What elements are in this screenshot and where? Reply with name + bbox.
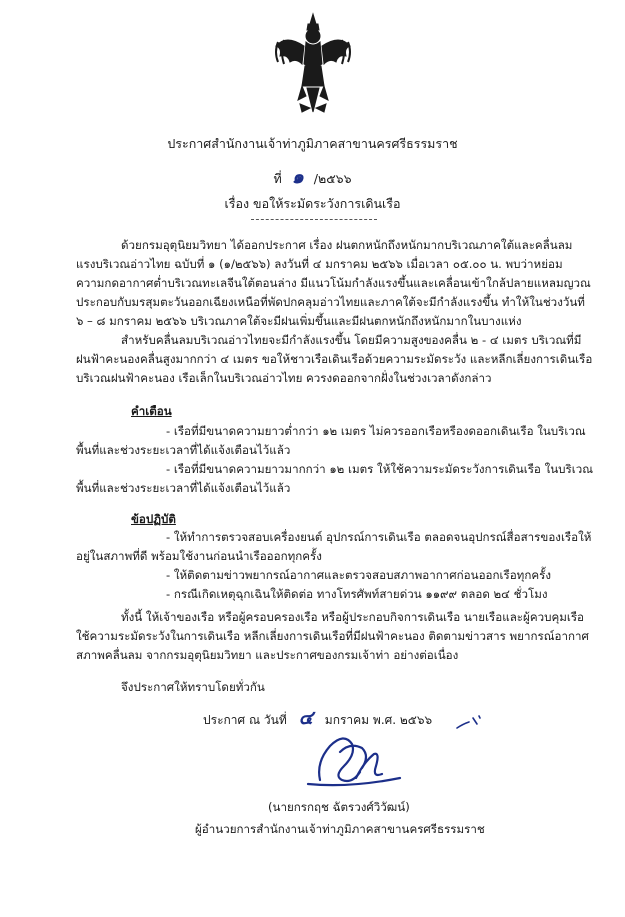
subject: เรื่อง ขอให้ระมัดระวังการเดินเรือ <box>224 196 401 211</box>
para2-line3: บริเวณฝนฟ้าคะนอง เรือเล็กในบริเวณอ่าวไทย ควรงดออกจากฝั่งในช่วงเวลาดังกล่าว <box>76 371 492 385</box>
para3-line3: สภาพคลื่นลม จากกรมอุตุนิยมวิทยา และประกาศของกรมเจ้าท่า อย่างต่อเนื่อง <box>76 648 459 662</box>
para1-line2: แรงบริเวณอ่าวไทย ฉบับที่ ๑ (๑/๒๕๖๖) ลงวันที่ ๔ มกราคม ๒๕๖๖ เมื่อเวลา ๐๕.๐๐ น. พบว่าหย่อม <box>76 257 563 271</box>
para1-line3: ความกดอากาศต่ำบริเวณทะเลจีนใต้ตอนล่าง มีแนวโน้มกำลังแรงขึ้นและเคลื่อนเข้าใกล้ปลายแหลมญวณ <box>76 276 591 290</box>
practice-heading: ข้อปฏิบัติ <box>131 512 176 526</box>
para3-line2: ใช้ความระมัดระวังในการเดินเรือ หลีกเลี่ยงการเดินเรือที่มีฝนฟ้าคะนอง ติดตามข่าวสาร พยากรณ์อากาศ <box>76 629 589 643</box>
warning-heading: คำเตือน <box>131 404 172 418</box>
number-handwritten: ๑ <box>291 166 304 188</box>
practice1-line1: - ให้ทำการตรวจสอบเครื่องยนต์ อุปกรณ์การเดินเรือ ตลอดจนอุปกรณ์สื่อสารของเรือให้ <box>166 530 592 544</box>
number-suffix: /๒๕๖๖ <box>313 171 352 186</box>
warning2-line1: - เรือที่มีขนาดความยาวมากกว่า ๑๒ เมตร ให้ใช้ความระมัดระวังการเดินเรือ ในบริเวณ <box>166 462 593 476</box>
number-prefix: ที่ <box>273 171 282 186</box>
warning1-line1: - เรือที่มีขนาดความยาวต่ำกว่า ๑๒ เมตร ไม่ควรออกเรือหรืองดออกเดินเรือ ในบริเวณ <box>166 424 586 438</box>
para1-line4: ประกอบกับมรสุมตะวันออกเฉียงเหนือที่พัดปกคลุมอ่าวไทยและภาคใต้จะมีกำลังแรงขึ้น ทำให้ในช่วงวันที่ <box>76 295 585 309</box>
para2-line2: ฝนฟ้าคะนองคลื่นสูงมากกว่า ๔ เมตร ขอให้ชาวเรือเดินเรือด้วยความระมัดระวัง และหลีกเลี่ยงการเดินเรือ <box>76 352 593 366</box>
signer-name: (นายกรกฤช ฉัตรวงศ์วิวัฒน์) <box>268 800 410 814</box>
para1-line1: ด้วยกรมอุตุนิยมวิทยา ได้ออกประกาศ เรื่อง ฝนตกหนักถึงหนักมากบริเวณภาคใต้และคลื่นลม <box>121 238 573 252</box>
para2-line1: สำหรับคลื่นลมบริเวณอ่าวไทยจะมีกำลังแรงขึ้น โดยมีความสูงของคลื่น ๒ - ๔ เมตร บริเวณที่มี <box>121 333 582 347</box>
date-prefix: ประกาศ ณ วันที่ <box>203 713 287 727</box>
practice3-line: - กรณีเกิดเหตุฉุกเฉินให้ติดต่อ ทางโทรศัพท์สายด่วน ๑๑๙๙ ตลอด ๒๔ ชั่วโมง <box>166 587 548 601</box>
handwritten-mark-icon <box>455 714 483 730</box>
signature-icon <box>300 722 410 792</box>
warning1-line2: พื้นที่และช่วงระยะเวลาที่ได้แจ้งเตือนไว้แล้ว <box>76 443 291 457</box>
page-title: ประกาศสำนักงานเจ้าท่าภูมิภาคสาขานครศรีธรรมราช <box>167 136 458 151</box>
announcement-number <box>0 162 625 192</box>
date-suffix: มกราคม พ.ศ. ๒๕๖๖ <box>324 713 433 727</box>
divider <box>251 219 377 220</box>
closing-line: จึงประกาศให้ทราบโดยทั่วกัน <box>121 680 265 694</box>
date-day-handwritten: ๔ <box>298 707 313 729</box>
signer-title: ผู้อำนวยการสำนักงานเจ้าท่าภูมิภาคสาขานครศรีธรรมราช <box>195 822 485 836</box>
practice2-line: - ให้ติดตามข่าวพยากรณ์อากาศและตรวจสอบสภาพอากาศก่อนออกเรือทุกครั้ง <box>166 568 551 582</box>
warning2-line2: พื้นที่และช่วงระยะเวลาที่ได้แจ้งเตือนไว้แล้ว <box>76 481 291 495</box>
practice1-line2: อยู่ในสภาพที่ดี พร้อมใช้งานก่อนนำเรือออกทุกครั้ง <box>76 549 322 563</box>
para1-line5: ๖ – ๘ มกราคม ๒๕๖๖ บริเวณภาคใต้จะมีฝนเพิ่มขึ้นและมีฝนตกหนักถึงหนักมากในบางแห่ง <box>76 314 522 328</box>
para3-line1: ทั้งนี้ ให้เจ้าของเรือ หรือผู้ครอบครองเรือ หรือผู้ประกอบกิจการเดินเรือ นายเรือและผู้ควบคุมเรือ <box>121 610 585 624</box>
garuda-emblem-icon <box>272 12 354 122</box>
